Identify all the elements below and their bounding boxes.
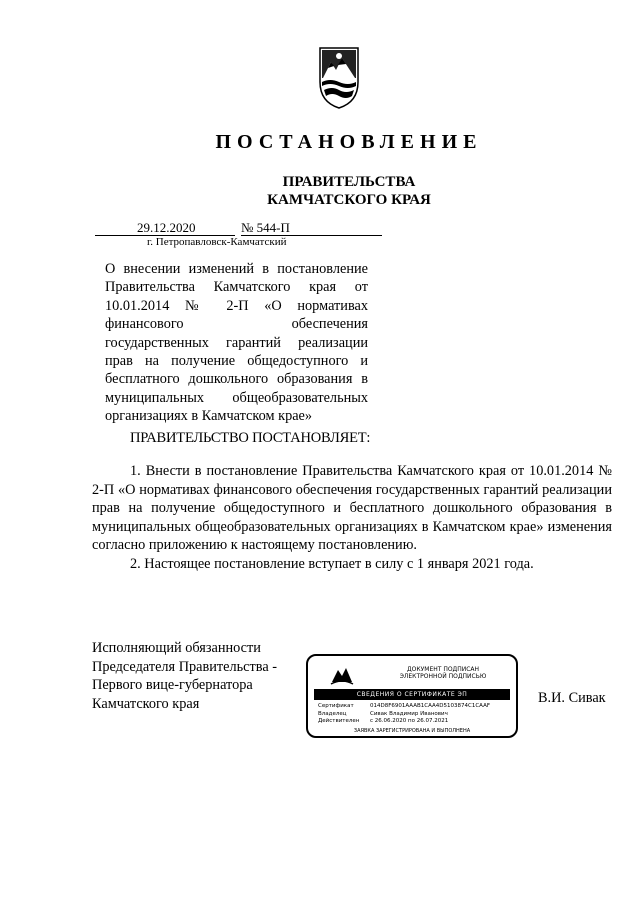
stamp-header — [378, 666, 508, 680]
kamchatka-coat-of-arms-icon — [318, 42, 360, 110]
signer-position-line: Камчатского края — [92, 695, 200, 712]
document-number: № 544-П — [241, 220, 290, 235]
stamp-value: 014D8F6901AAAB1CAA4D5103874C1CAAF — [370, 703, 491, 709]
stamp-certificate-bar: СВЕДЕНИЯ О СЕРТИФИКАТЕ ЭП — [314, 689, 510, 700]
stamp-details — [318, 703, 490, 726]
signer-position-line: Исполняющий обязанности — [92, 640, 261, 656]
stamp-label: Сертификат — [318, 703, 354, 709]
stamp-header-line: ДОКУМЕНТ ПОДПИСАН — [406, 666, 480, 673]
document-date: 29.12.2020 — [137, 220, 196, 235]
resolution-body — [92, 462, 612, 574]
stamp-header-line: ЭЛЕКТРОННОЙ ПОДПИСЬЮ — [399, 673, 487, 680]
stamp-emblem-icon — [330, 664, 354, 686]
stamp-row-validity — [318, 718, 490, 726]
stamp-row-owner — [318, 711, 490, 719]
stamp-value: Сивак Владимир Иванович — [370, 710, 448, 717]
date-number-line — [95, 220, 382, 236]
signer-position-line: Председателя Правительства - — [92, 658, 278, 675]
resolution-heading: ПРАВИТЕЛЬСТВО ПОСТАНОВЛЯЕТ: — [130, 430, 371, 446]
document-title: ПОСТАНОВЛЕНИЕ — [215, 131, 483, 153]
electronic-signature-stamp — [306, 654, 518, 738]
authority-line-1: ПРАВИТЕЛЬСТВА — [282, 174, 416, 190]
stamp-value: с 26.06.2020 по 26.07.2021 — [370, 718, 449, 724]
authority-line-2: КАМЧАТСКОГО КРАЯ — [267, 192, 431, 208]
signer-position-line: Первого вице-губернатора — [92, 677, 253, 694]
stamp-row-certificate — [318, 703, 490, 711]
resolution-item: 1. Внести в постановление Правительства Камчатского края от 10.01.2014 № 2-П «О нормативах финансового обеспечения государственных гарантий реализации прав на получение общедоступного и бесплатного дошкольного образования в муниципальных общеобразовательных организациях в Камчатском крае» изменения согласно приложению к настоящему постановлению. — [92, 463, 612, 554]
city: г. Петропавловск-Камчатский — [147, 236, 287, 248]
stamp-label: Действителен — [318, 718, 360, 724]
signer-name: В.И. Сивак — [538, 690, 606, 706]
stamp-footer: ЗАЯВКА ЗАРЕГИСТРИРОВАНА И ВЫПОЛНЕНА — [353, 728, 471, 734]
signer-position — [92, 639, 277, 713]
issuing-authority — [0, 173, 640, 209]
stamp-label: Владелец — [318, 710, 347, 717]
document-subject: О внесении изменений в постановление Правительства Камчатского края от 10.01.2014 № 2-П «О нормативах финансового обеспечения государственных гарантий реализации прав на получение общедоступного и бесплатного дошкольного образования в муниципальных общеобразовательных организациях в Камчатском крае» — [105, 261, 368, 425]
resolution-item: 2. Настоящее постановление вступает в силу с 1 января 2021 года. — [130, 555, 534, 572]
